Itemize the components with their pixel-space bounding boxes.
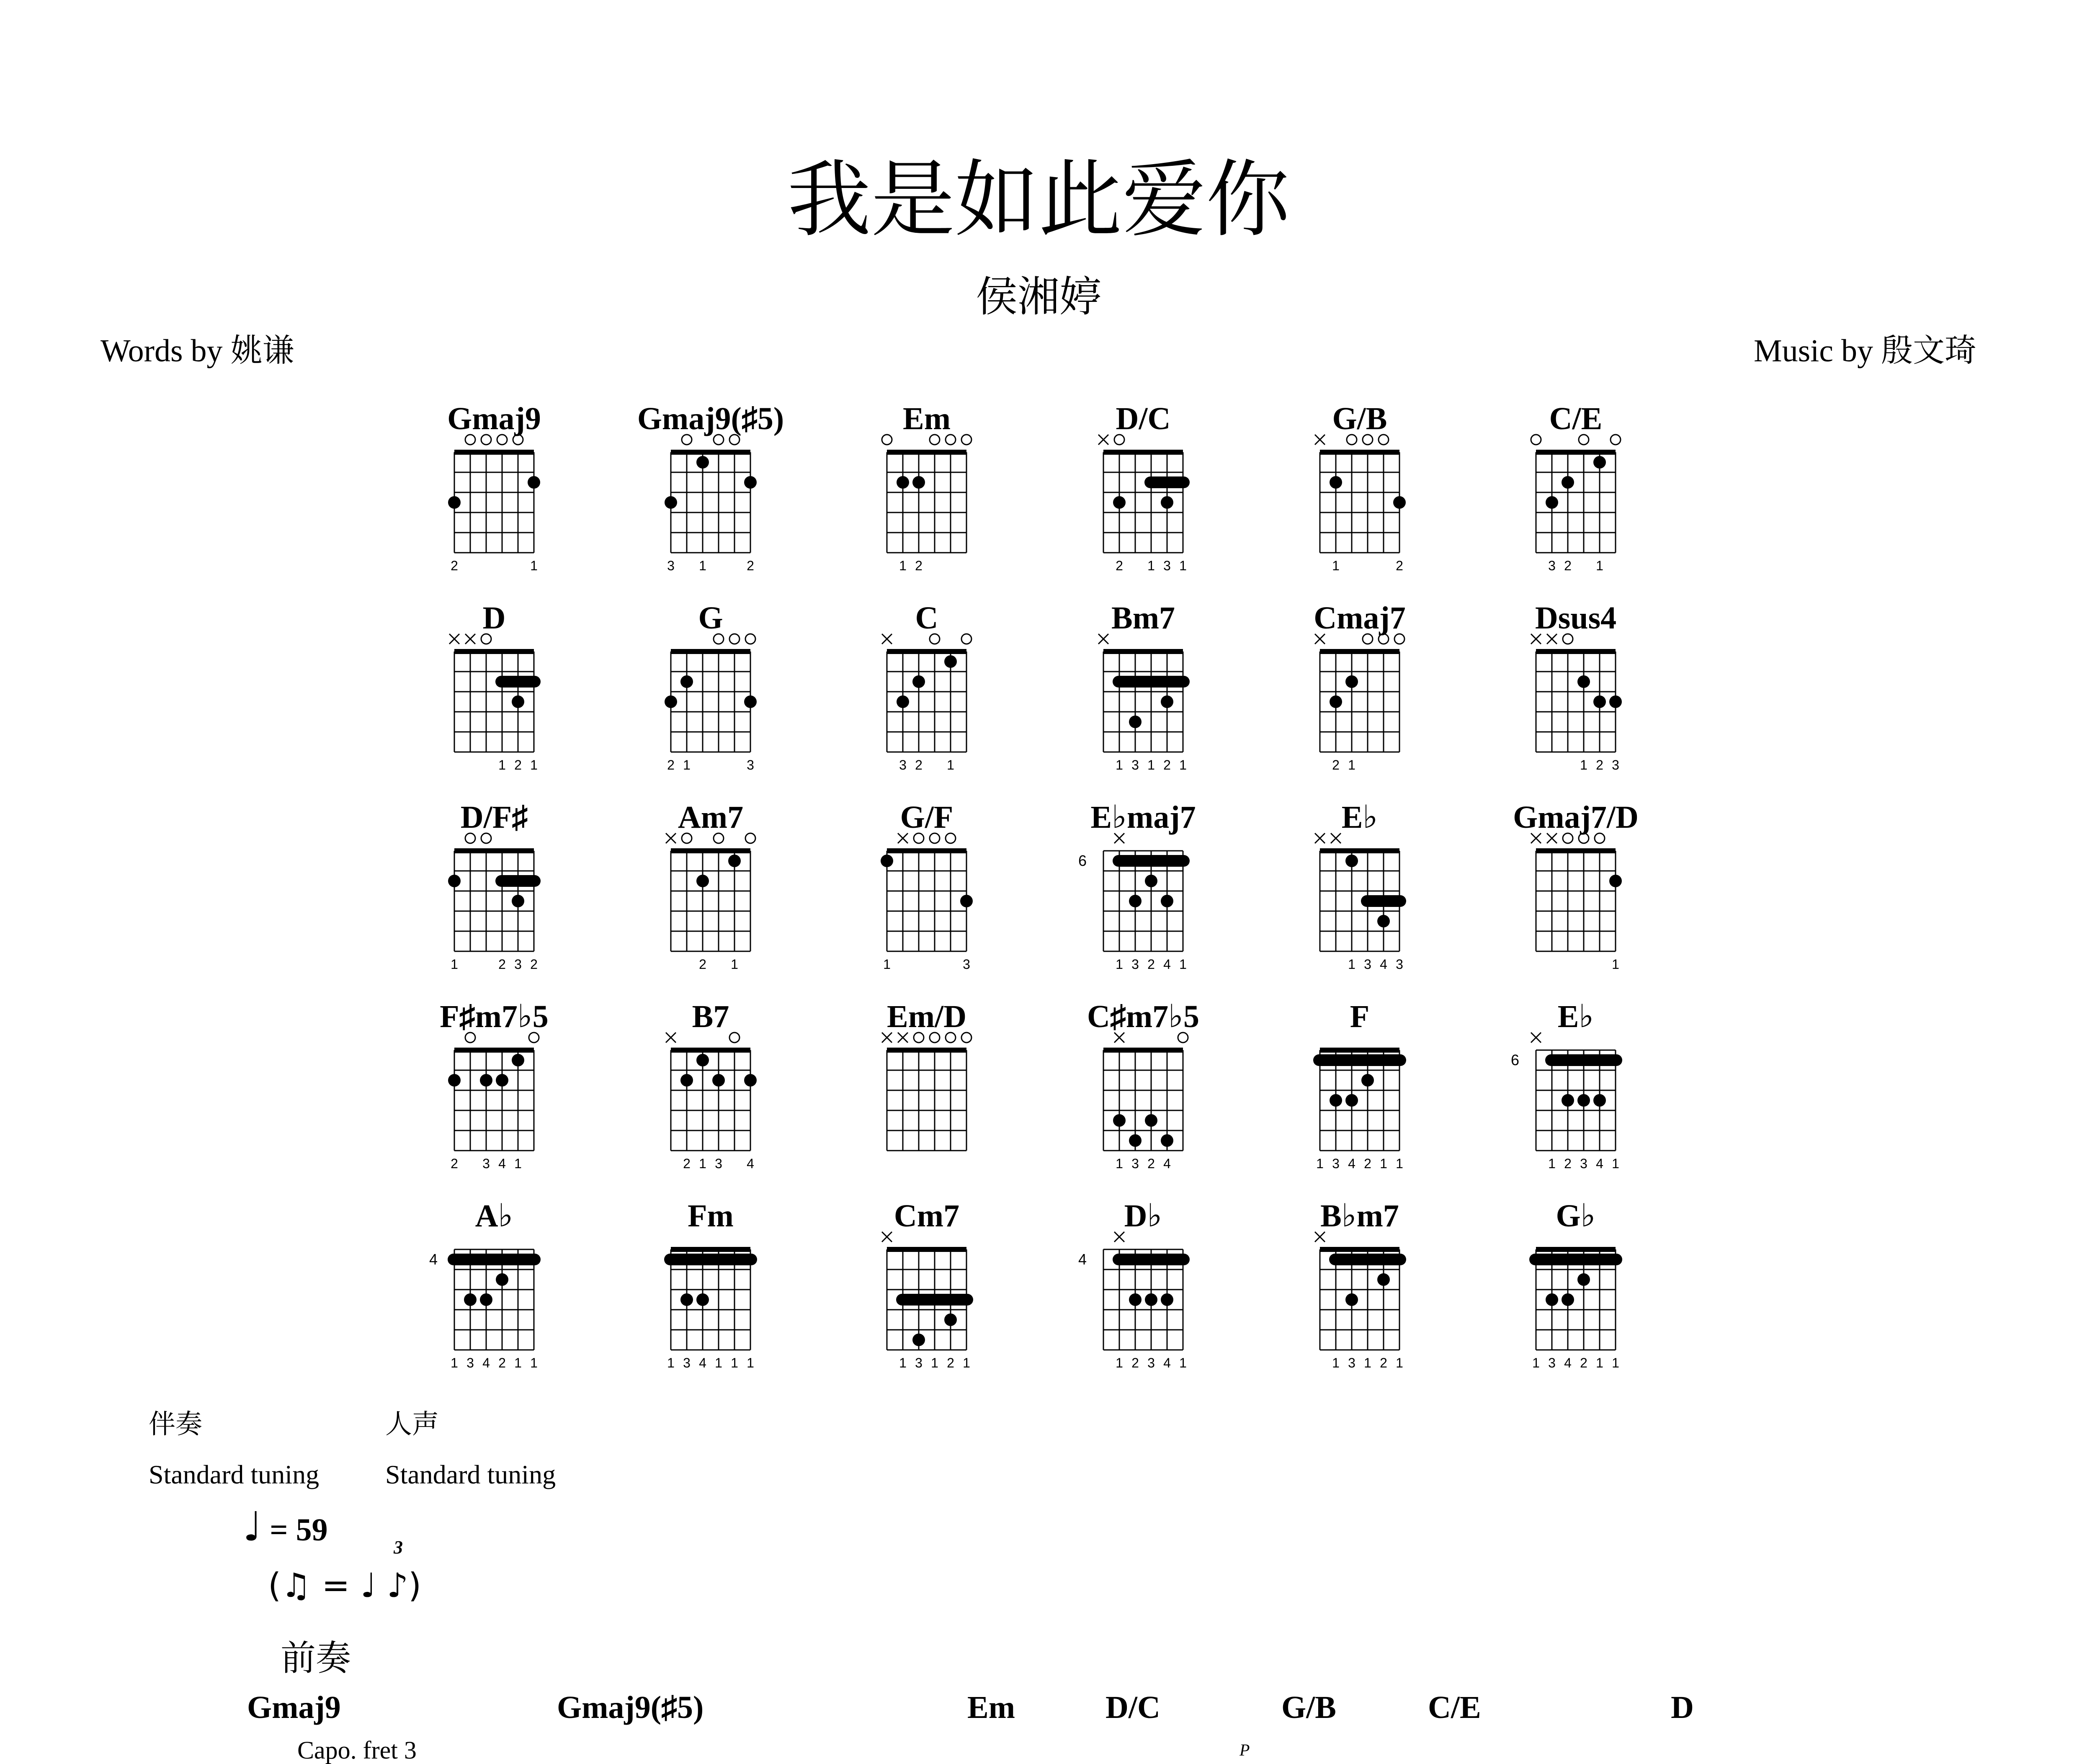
chord-name: Bm7 bbox=[1111, 600, 1175, 636]
finger-dot bbox=[744, 476, 757, 489]
finger-number: 3 bbox=[466, 1355, 474, 1370]
chord-name: Cmaj7 bbox=[1314, 600, 1406, 636]
finger-number: 1 bbox=[947, 757, 954, 773]
finger-number: 1 bbox=[699, 558, 706, 573]
finger-number: 1 bbox=[498, 757, 506, 773]
finger-number: 1 bbox=[715, 1355, 722, 1370]
finger-dot bbox=[696, 1054, 709, 1066]
bar-chord-1: Gmaj9 bbox=[247, 1690, 341, 1725]
tuning-vocal: Standard tuning bbox=[385, 1460, 556, 1489]
finger-number: 1 bbox=[1147, 757, 1155, 773]
open-string-icon bbox=[961, 1033, 972, 1043]
finger-number: 3 bbox=[667, 558, 675, 573]
finger-number: 4 bbox=[1163, 1355, 1171, 1370]
finger-number: 1 bbox=[1596, 1355, 1603, 1370]
open-string-icon bbox=[1611, 435, 1621, 445]
finger-dot bbox=[1345, 675, 1358, 688]
finger-dot bbox=[728, 855, 741, 867]
finger-number: 2 bbox=[1580, 1355, 1587, 1370]
chord-diagram-3 bbox=[882, 401, 972, 573]
chord-diagram-10 bbox=[1098, 600, 1187, 773]
finger-dot bbox=[712, 1074, 725, 1087]
finger-number: 1 bbox=[1179, 1355, 1187, 1370]
finger-dot bbox=[1345, 1094, 1358, 1107]
finger-dot bbox=[1330, 695, 1342, 708]
open-string-icon bbox=[1531, 435, 1541, 445]
chord-name: Fm bbox=[688, 1198, 734, 1234]
chord-diagram-28 bbox=[1078, 1198, 1187, 1370]
finger-number: 3 bbox=[899, 757, 907, 773]
finger-number: 2 bbox=[915, 558, 923, 573]
finger-number: 3 bbox=[1548, 1355, 1556, 1370]
finger-number: 1 bbox=[1179, 757, 1187, 773]
finger-dot bbox=[897, 695, 909, 708]
finger-number: 2 bbox=[1396, 558, 1403, 573]
finger-number: 1 bbox=[1348, 757, 1355, 773]
finger-number: 3 bbox=[915, 1355, 923, 1370]
fret-number: 4 bbox=[1078, 1251, 1087, 1268]
finger-number: 1 bbox=[1380, 1156, 1387, 1171]
finger-number: 3 bbox=[747, 757, 754, 773]
chord-diagram-15 bbox=[881, 800, 973, 972]
finger-dot bbox=[1609, 875, 1622, 887]
finger-number: 4 bbox=[498, 1156, 506, 1171]
finger-number: 1 bbox=[883, 957, 891, 972]
finger-number: 1 bbox=[731, 957, 738, 972]
finger-dot bbox=[1145, 875, 1157, 887]
chord-name: C bbox=[915, 600, 938, 636]
finger-dot bbox=[1129, 895, 1142, 907]
finger-number: 3 bbox=[963, 957, 970, 972]
muted-string-icon bbox=[882, 1232, 892, 1242]
finger-dot bbox=[960, 895, 973, 907]
finger-dot bbox=[944, 1313, 957, 1326]
finger-dot bbox=[912, 476, 925, 489]
chord-name: F♯m7♭5 bbox=[440, 999, 549, 1034]
finger-dot bbox=[1377, 1273, 1390, 1286]
finger-dot bbox=[1129, 1293, 1142, 1306]
chord-name: Em bbox=[903, 401, 951, 436]
tempo-value: = 59 bbox=[270, 1512, 328, 1548]
chord-diagram-25 bbox=[429, 1198, 538, 1370]
finger-number: 4 bbox=[1564, 1355, 1572, 1370]
finger-number: 2 bbox=[915, 757, 923, 773]
chord-diagram-19 bbox=[440, 999, 549, 1171]
finger-number: 2 bbox=[1380, 1355, 1387, 1370]
finger-number: 1 bbox=[1116, 1355, 1123, 1370]
finger-number: 3 bbox=[514, 957, 522, 972]
chord-diagram-23 bbox=[1316, 999, 1403, 1171]
finger-number: 1 bbox=[899, 1355, 907, 1370]
chord-name: D/F♯ bbox=[460, 800, 528, 835]
dynamic-marking: P bbox=[1240, 1741, 1250, 1759]
fret-number: 4 bbox=[429, 1251, 438, 1268]
finger-number: 1 bbox=[683, 757, 691, 773]
finger-number: 2 bbox=[1147, 1156, 1155, 1171]
finger-dot bbox=[1546, 496, 1558, 509]
bar-chord-5: G/B bbox=[1281, 1690, 1336, 1725]
finger-dot bbox=[1330, 1094, 1342, 1107]
muted-string-icon bbox=[1531, 1033, 1541, 1043]
finger-dot bbox=[1593, 456, 1606, 469]
finger-number: 1 bbox=[451, 957, 458, 972]
finger-number: 1 bbox=[1116, 957, 1123, 972]
finger-dot bbox=[1129, 716, 1142, 728]
finger-dot bbox=[1546, 1293, 1558, 1306]
swing-notation: (♫ = ♩ ♪) bbox=[268, 1566, 422, 1605]
finger-number: 1 bbox=[1548, 1156, 1556, 1171]
chord-diagram-7 bbox=[449, 600, 538, 773]
finger-number: 1 bbox=[514, 1156, 522, 1171]
chord-diagram-9 bbox=[882, 600, 972, 773]
muted-string-icon bbox=[1098, 634, 1108, 644]
open-string-icon bbox=[745, 634, 755, 644]
open-string-icon bbox=[961, 435, 972, 445]
finger-dot bbox=[448, 1074, 461, 1087]
finger-dot bbox=[448, 875, 461, 887]
fret-number: 6 bbox=[1510, 1051, 1520, 1069]
chord-diagram-14 bbox=[666, 800, 755, 972]
finger-number: 1 bbox=[1116, 1156, 1123, 1171]
chord-name: E♭ bbox=[1557, 999, 1594, 1034]
finger-dot bbox=[1145, 1293, 1157, 1306]
chord-diagram-30 bbox=[1532, 1198, 1619, 1370]
finger-number: 4 bbox=[1163, 1156, 1171, 1171]
chord-diagram-18 bbox=[1513, 800, 1639, 972]
finger-number: 2 bbox=[747, 558, 754, 573]
finger-number: 2 bbox=[1163, 757, 1171, 773]
finger-dot bbox=[912, 1334, 925, 1346]
muted-string-icon bbox=[1331, 833, 1341, 843]
finger-number: 2 bbox=[699, 957, 706, 972]
finger-number: 2 bbox=[451, 558, 458, 573]
chord-diagram-20 bbox=[666, 999, 757, 1171]
finger-number: 4 bbox=[699, 1355, 706, 1370]
finger-number: 3 bbox=[1332, 1156, 1340, 1171]
finger-number: 2 bbox=[1116, 558, 1123, 573]
bar-chord-3: Em bbox=[967, 1690, 1015, 1725]
bar-chord-7: D bbox=[1671, 1690, 1694, 1725]
finger-dot bbox=[1562, 476, 1574, 489]
track-name-vocal: 人声 bbox=[385, 1409, 439, 1439]
finger-dot bbox=[1161, 895, 1173, 907]
finger-number: 3 bbox=[1348, 1355, 1355, 1370]
finger-dot bbox=[897, 476, 909, 489]
finger-number: 2 bbox=[498, 1355, 506, 1370]
finger-number: 1 bbox=[514, 1355, 522, 1370]
finger-dot bbox=[680, 675, 693, 688]
finger-number: 1 bbox=[530, 1355, 538, 1370]
finger-dot bbox=[744, 1074, 757, 1087]
finger-number: 3 bbox=[482, 1156, 490, 1171]
finger-dot bbox=[1113, 1114, 1126, 1127]
finger-dot bbox=[680, 1074, 693, 1087]
chord-name: B7 bbox=[692, 999, 729, 1034]
finger-dot bbox=[1145, 1114, 1157, 1127]
song-title: 我是如此爱你 bbox=[787, 155, 1290, 247]
finger-number: 4 bbox=[747, 1156, 754, 1171]
finger-dot bbox=[1577, 1094, 1590, 1107]
finger-dot bbox=[496, 1074, 508, 1087]
finger-dot bbox=[881, 855, 893, 867]
swing-marking bbox=[268, 1537, 422, 1605]
finger-number: 1 bbox=[530, 558, 538, 573]
finger-number: 1 bbox=[931, 1355, 938, 1370]
finger-dot bbox=[744, 695, 757, 708]
swing-triplet-number: 3 bbox=[394, 1537, 403, 1558]
chord-diagram-26 bbox=[667, 1198, 754, 1370]
finger-number: 1 bbox=[1179, 558, 1187, 573]
open-string-icon bbox=[729, 634, 740, 644]
finger-dot bbox=[480, 1074, 492, 1087]
muted-string-icon bbox=[1315, 1232, 1325, 1242]
finger-number: 2 bbox=[1364, 1156, 1371, 1171]
finger-dot bbox=[665, 695, 677, 708]
chord-name: D♭ bbox=[1124, 1198, 1162, 1234]
finger-dot bbox=[680, 1293, 693, 1306]
finger-dot bbox=[912, 675, 925, 688]
finger-number: 1 bbox=[451, 1355, 458, 1370]
finger-dot bbox=[1113, 496, 1126, 509]
chord-name: G/F bbox=[900, 800, 953, 835]
muted-string-icon bbox=[666, 833, 676, 843]
open-string-icon bbox=[729, 1033, 740, 1043]
finger-number: 2 bbox=[1131, 1355, 1139, 1370]
muted-string-icon bbox=[1315, 833, 1325, 843]
finger-number: 1 bbox=[1116, 757, 1123, 773]
chord-name: Gmaj9(♯5) bbox=[637, 401, 784, 436]
finger-number: 3 bbox=[1131, 1156, 1139, 1171]
finger-number: 2 bbox=[1564, 1156, 1572, 1171]
chord-name: A♭ bbox=[475, 1198, 513, 1234]
finger-dot bbox=[1161, 695, 1173, 708]
finger-dot bbox=[448, 496, 461, 509]
finger-number: 1 bbox=[1612, 1156, 1619, 1171]
finger-number: 1 bbox=[1612, 1355, 1619, 1370]
finger-dot bbox=[512, 695, 524, 708]
muted-string-icon bbox=[666, 1033, 676, 1043]
finger-number: 1 bbox=[963, 1355, 970, 1370]
chord-name: E♭ bbox=[1341, 800, 1378, 835]
finger-number: 4 bbox=[482, 1355, 490, 1370]
chord-name: Gmaj7/D bbox=[1513, 800, 1639, 835]
chord-diagram-13 bbox=[448, 800, 538, 972]
chord-name: Em/D bbox=[887, 999, 966, 1034]
chord-name: Cm7 bbox=[894, 1198, 960, 1234]
artist-name: 侯湘婷 bbox=[976, 274, 1101, 320]
finger-number: 4 bbox=[1596, 1156, 1603, 1171]
chord-name: F bbox=[1350, 999, 1370, 1034]
finger-number: 2 bbox=[947, 1355, 954, 1370]
chord-diagram-2 bbox=[637, 401, 784, 573]
chord-diagram-17 bbox=[1315, 800, 1403, 972]
chord-diagram-6 bbox=[1531, 401, 1621, 573]
finger-dot bbox=[696, 456, 709, 469]
finger-dot bbox=[944, 655, 957, 668]
finger-dot bbox=[1593, 695, 1606, 708]
chord-diagram-1 bbox=[447, 401, 541, 573]
muted-string-icon bbox=[449, 634, 459, 644]
finger-number: 2 bbox=[514, 757, 522, 773]
finger-number: 2 bbox=[498, 957, 506, 972]
section-label: 前奏 bbox=[281, 1639, 351, 1678]
finger-number: 3 bbox=[1364, 957, 1371, 972]
chord-diagram-11 bbox=[1314, 600, 1406, 773]
finger-number: 3 bbox=[1163, 558, 1171, 573]
finger-number: 1 bbox=[1332, 1355, 1340, 1370]
finger-dot bbox=[1345, 855, 1358, 867]
finger-number: 3 bbox=[683, 1355, 691, 1370]
chord-diagram-4 bbox=[1098, 401, 1187, 573]
muted-string-icon bbox=[465, 634, 475, 644]
finger-number: 1 bbox=[530, 757, 538, 773]
tempo-marking bbox=[243, 1503, 328, 1550]
finger-number: 1 bbox=[731, 1355, 738, 1370]
chord-diagram-5 bbox=[1315, 401, 1406, 573]
open-string-icon bbox=[961, 634, 972, 644]
chord-diagram-27 bbox=[882, 1198, 970, 1370]
finger-dot bbox=[1577, 1273, 1590, 1286]
muted-string-icon bbox=[1315, 435, 1325, 445]
bar-chord-4: D/C bbox=[1106, 1690, 1160, 1725]
open-string-icon bbox=[745, 833, 755, 843]
finger-number: 3 bbox=[1147, 1355, 1155, 1370]
finger-number: 2 bbox=[683, 1156, 691, 1171]
fret-number: 6 bbox=[1078, 852, 1087, 869]
chord-name: Am7 bbox=[678, 800, 744, 835]
finger-dot bbox=[1345, 1293, 1358, 1306]
muted-string-icon bbox=[1114, 1232, 1124, 1242]
finger-number: 2 bbox=[667, 757, 675, 773]
finger-dot bbox=[696, 875, 709, 887]
finger-number: 3 bbox=[1580, 1156, 1587, 1171]
finger-dot bbox=[464, 1293, 477, 1306]
chord-diagram-8 bbox=[665, 600, 757, 773]
muted-string-icon bbox=[882, 634, 892, 644]
lyricist-credit: Words by 姚谦 bbox=[100, 333, 294, 368]
chord-diagram-16 bbox=[1078, 800, 1196, 972]
chord-name: B♭m7 bbox=[1320, 1198, 1399, 1234]
finger-number: 1 bbox=[667, 1355, 675, 1370]
finger-dot bbox=[496, 1273, 508, 1286]
finger-number: 1 bbox=[1396, 1156, 1403, 1171]
finger-dot bbox=[1161, 1134, 1173, 1147]
chord-diagram-21 bbox=[882, 999, 972, 1151]
tuning-accompaniment: Standard tuning bbox=[149, 1460, 320, 1489]
finger-dot bbox=[512, 895, 524, 907]
chord-name: G/B bbox=[1332, 401, 1387, 436]
muted-string-icon bbox=[1098, 435, 1108, 445]
finger-number: 1 bbox=[747, 1355, 754, 1370]
finger-dot bbox=[696, 1293, 709, 1306]
finger-number: 2 bbox=[530, 957, 538, 972]
finger-number: 4 bbox=[1163, 957, 1171, 972]
chord-name: D/C bbox=[1116, 401, 1171, 436]
finger-number: 2 bbox=[451, 1156, 458, 1171]
bar-chord-6: C/E bbox=[1428, 1690, 1481, 1725]
chord-name: D bbox=[482, 600, 506, 636]
chord-diagram-12 bbox=[1531, 600, 1622, 773]
chord-name: C♯m7♭5 bbox=[1087, 999, 1200, 1034]
finger-number: 1 bbox=[1596, 558, 1603, 573]
composer-credit: Music by 殷文琦 bbox=[1754, 333, 1976, 368]
finger-number: 1 bbox=[1580, 757, 1587, 773]
finger-dot bbox=[1161, 1293, 1173, 1306]
finger-dot bbox=[1593, 1094, 1606, 1107]
finger-number: 3 bbox=[715, 1156, 722, 1171]
finger-dot bbox=[1161, 496, 1173, 509]
open-string-icon bbox=[882, 435, 892, 445]
finger-number: 3 bbox=[1396, 957, 1403, 972]
finger-dot bbox=[528, 476, 540, 489]
finger-number: 4 bbox=[1380, 957, 1387, 972]
finger-dot bbox=[1330, 476, 1342, 489]
chord-name: G bbox=[698, 600, 723, 636]
finger-number: 4 bbox=[1348, 1156, 1355, 1171]
finger-number: 1 bbox=[1316, 1156, 1324, 1171]
finger-number: 2 bbox=[1564, 558, 1572, 573]
capo-indicator: Capo. fret 3 bbox=[297, 1736, 417, 1764]
finger-number: 1 bbox=[1612, 957, 1619, 972]
finger-dot bbox=[665, 496, 677, 509]
finger-number: 1 bbox=[699, 1156, 706, 1171]
finger-dot bbox=[1377, 915, 1390, 927]
finger-dot bbox=[1562, 1094, 1574, 1107]
finger-number: 1 bbox=[1332, 558, 1340, 573]
quarter-note-icon: ♩ bbox=[243, 1503, 262, 1550]
finger-number: 3 bbox=[1548, 558, 1556, 573]
chord-name: E♭maj7 bbox=[1090, 800, 1196, 835]
chord-name: Gmaj9 bbox=[447, 401, 541, 436]
finger-number: 2 bbox=[1147, 957, 1155, 972]
finger-number: 1 bbox=[1396, 1355, 1403, 1370]
finger-dot bbox=[1129, 1134, 1142, 1147]
finger-dot bbox=[1393, 496, 1406, 509]
chord-diagram-29 bbox=[1315, 1198, 1403, 1370]
finger-number: 1 bbox=[1532, 1355, 1540, 1370]
finger-number: 1 bbox=[1364, 1355, 1371, 1370]
finger-number: 1 bbox=[899, 558, 907, 573]
finger-dot bbox=[480, 1293, 492, 1306]
chord-diagram-24 bbox=[1511, 999, 1619, 1171]
bar-chord-2: Gmaj9(♯5) bbox=[557, 1690, 704, 1725]
finger-number: 3 bbox=[1612, 757, 1619, 773]
finger-number: 1 bbox=[1147, 558, 1155, 573]
finger-dot bbox=[512, 1054, 524, 1066]
finger-number: 1 bbox=[1179, 957, 1187, 972]
finger-number: 1 bbox=[1348, 957, 1355, 972]
finger-dot bbox=[1577, 675, 1590, 688]
finger-number: 3 bbox=[1131, 757, 1139, 773]
finger-number: 2 bbox=[1332, 757, 1340, 773]
finger-number: 3 bbox=[1131, 957, 1139, 972]
finger-dot bbox=[1562, 1293, 1574, 1306]
chord-diagram-22 bbox=[1087, 999, 1199, 1171]
finger-dot bbox=[1361, 1074, 1374, 1087]
finger-dot bbox=[1609, 695, 1622, 708]
chord-name: G♭ bbox=[1556, 1198, 1596, 1234]
track-name-accompaniment: 伴奏 bbox=[149, 1409, 202, 1439]
open-string-icon bbox=[946, 435, 956, 445]
chord-name: Dsus4 bbox=[1535, 600, 1617, 636]
finger-number: 2 bbox=[1596, 757, 1603, 773]
chord-name: C/E bbox=[1549, 401, 1603, 436]
